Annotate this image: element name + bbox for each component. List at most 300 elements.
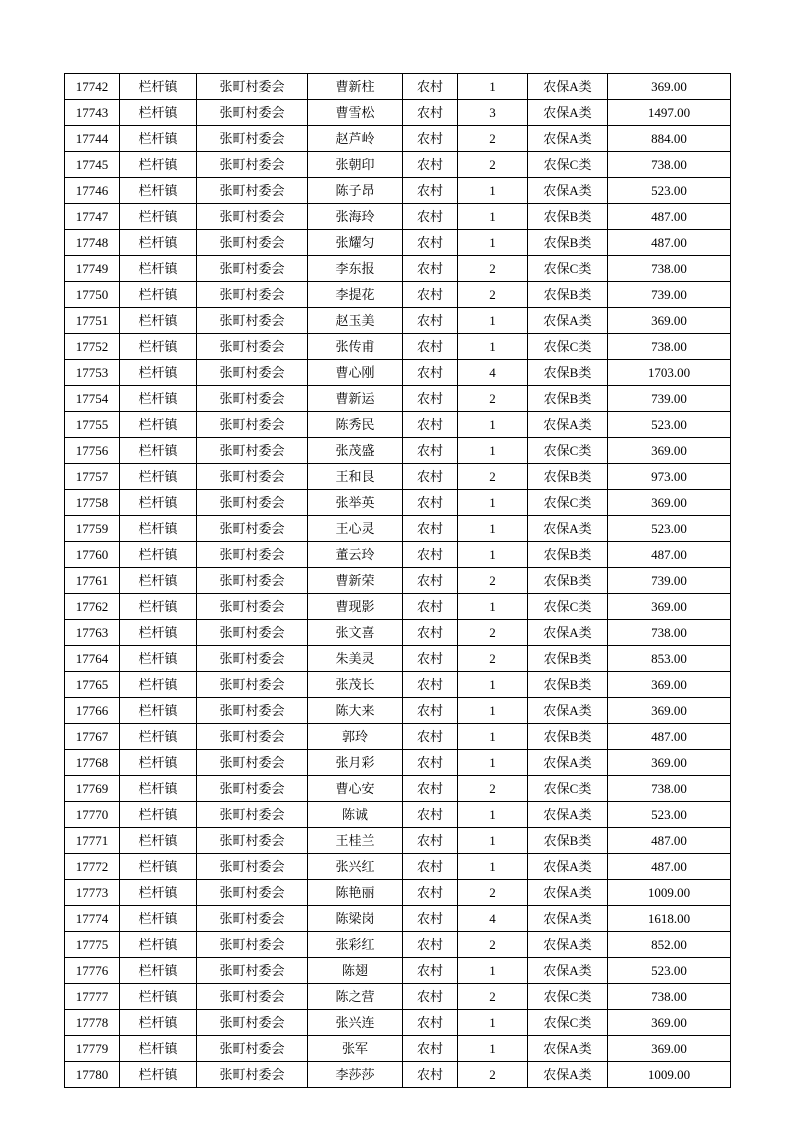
cell-area: 农村: [403, 126, 458, 152]
table-row: [65, 802, 731, 828]
cell-name: 张海玲: [308, 204, 403, 230]
cell-amount: 1703.00: [608, 360, 731, 386]
cell-name: 陈梁岗: [308, 906, 403, 932]
cell-area: 农村: [403, 646, 458, 672]
cell-category: 农保A类: [528, 516, 608, 542]
cell-village: 张町村委会: [197, 1036, 308, 1062]
cell-category: 农保A类: [528, 750, 608, 776]
cell-id: 17774: [65, 906, 120, 932]
cell-amount: 369.00: [608, 750, 731, 776]
cell-name: 张举英: [308, 490, 403, 516]
table-row: [65, 204, 731, 230]
cell-category: 农保A类: [528, 74, 608, 100]
cell-amount: 738.00: [608, 152, 731, 178]
table-row: [65, 776, 731, 802]
cell-count: 2: [458, 646, 528, 672]
table-row: [65, 1062, 731, 1088]
cell-name: 陈大来: [308, 698, 403, 724]
table-row: [65, 594, 731, 620]
cell-category: 农保C类: [528, 776, 608, 802]
table-row: [65, 178, 731, 204]
cell-category: 农保A类: [528, 1062, 608, 1088]
cell-id: 17750: [65, 282, 120, 308]
table-row: [65, 854, 731, 880]
cell-count: 1: [458, 750, 528, 776]
cell-village: 张町村委会: [197, 256, 308, 282]
cell-count: 2: [458, 282, 528, 308]
table-row: [65, 750, 731, 776]
cell-category: 农保B类: [528, 828, 608, 854]
cell-village: 张町村委会: [197, 438, 308, 464]
cell-area: 农村: [403, 880, 458, 906]
cell-town: 栏杆镇: [120, 308, 197, 334]
cell-area: 农村: [403, 802, 458, 828]
cell-area: 农村: [403, 282, 458, 308]
cell-town: 栏杆镇: [120, 568, 197, 594]
cell-count: 2: [458, 932, 528, 958]
cell-amount: 487.00: [608, 230, 731, 256]
cell-name: 郭玲: [308, 724, 403, 750]
cell-amount: 738.00: [608, 776, 731, 802]
table-row: [65, 1010, 731, 1036]
cell-name: 曹心刚: [308, 360, 403, 386]
cell-town: 栏杆镇: [120, 464, 197, 490]
cell-id: 17773: [65, 880, 120, 906]
cell-area: 农村: [403, 178, 458, 204]
cell-town: 栏杆镇: [120, 490, 197, 516]
cell-village: 张町村委会: [197, 74, 308, 100]
cell-category: 农保B类: [528, 204, 608, 230]
cell-category: 农保C类: [528, 438, 608, 464]
cell-amount: 369.00: [608, 1010, 731, 1036]
cell-village: 张町村委会: [197, 984, 308, 1010]
cell-count: 1: [458, 724, 528, 750]
cell-area: 农村: [403, 958, 458, 984]
cell-area: 农村: [403, 932, 458, 958]
cell-amount: 487.00: [608, 204, 731, 230]
table-row: [65, 880, 731, 906]
cell-amount: 523.00: [608, 412, 731, 438]
cell-area: 农村: [403, 152, 458, 178]
cell-count: 1: [458, 672, 528, 698]
cell-category: 农保B类: [528, 568, 608, 594]
table-row: [65, 126, 731, 152]
cell-amount: 369.00: [608, 490, 731, 516]
cell-name: 曹新运: [308, 386, 403, 412]
cell-category: 农保B类: [528, 282, 608, 308]
cell-village: 张町村委会: [197, 854, 308, 880]
cell-town: 栏杆镇: [120, 152, 197, 178]
cell-village: 张町村委会: [197, 282, 308, 308]
cell-id: 17771: [65, 828, 120, 854]
cell-area: 农村: [403, 256, 458, 282]
table-row: [65, 152, 731, 178]
cell-area: 农村: [403, 906, 458, 932]
cell-count: 1: [458, 438, 528, 464]
cell-id: 17757: [65, 464, 120, 490]
cell-area: 农村: [403, 360, 458, 386]
table-body: [65, 74, 731, 1088]
cell-category: 农保C类: [528, 152, 608, 178]
cell-name: 董云玲: [308, 542, 403, 568]
cell-area: 农村: [403, 724, 458, 750]
cell-amount: 1497.00: [608, 100, 731, 126]
cell-area: 农村: [403, 100, 458, 126]
cell-category: 农保C类: [528, 594, 608, 620]
cell-village: 张町村委会: [197, 594, 308, 620]
cell-area: 农村: [403, 490, 458, 516]
cell-name: 曹心安: [308, 776, 403, 802]
cell-id: 17756: [65, 438, 120, 464]
cell-name: 李提花: [308, 282, 403, 308]
cell-amount: 523.00: [608, 802, 731, 828]
cell-village: 张町村委会: [197, 932, 308, 958]
cell-count: 1: [458, 412, 528, 438]
cell-category: 农保A类: [528, 412, 608, 438]
cell-count: 4: [458, 906, 528, 932]
cell-id: 17766: [65, 698, 120, 724]
cell-amount: 1618.00: [608, 906, 731, 932]
cell-area: 农村: [403, 308, 458, 334]
cell-village: 张町村委会: [197, 360, 308, 386]
cell-id: 17749: [65, 256, 120, 282]
cell-town: 栏杆镇: [120, 100, 197, 126]
cell-category: 农保A类: [528, 100, 608, 126]
cell-name: 张茂盛: [308, 438, 403, 464]
cell-name: 陈翅: [308, 958, 403, 984]
cell-area: 农村: [403, 464, 458, 490]
cell-village: 张町村委会: [197, 568, 308, 594]
cell-town: 栏杆镇: [120, 178, 197, 204]
cell-area: 农村: [403, 438, 458, 464]
cell-area: 农村: [403, 984, 458, 1010]
cell-count: 1: [458, 74, 528, 100]
cell-id: 17768: [65, 750, 120, 776]
cell-village: 张町村委会: [197, 750, 308, 776]
cell-category: 农保B类: [528, 230, 608, 256]
cell-village: 张町村委会: [197, 178, 308, 204]
cell-amount: 1009.00: [608, 880, 731, 906]
cell-town: 栏杆镇: [120, 438, 197, 464]
cell-town: 栏杆镇: [120, 620, 197, 646]
cell-amount: 739.00: [608, 282, 731, 308]
cell-category: 农保A类: [528, 1036, 608, 1062]
cell-amount: 523.00: [608, 516, 731, 542]
cell-village: 张町村委会: [197, 542, 308, 568]
cell-area: 农村: [403, 620, 458, 646]
cell-village: 张町村委会: [197, 880, 308, 906]
cell-id: 17752: [65, 334, 120, 360]
cell-id: 17748: [65, 230, 120, 256]
cell-category: 农保A类: [528, 958, 608, 984]
cell-town: 栏杆镇: [120, 880, 197, 906]
cell-village: 张町村委会: [197, 958, 308, 984]
cell-town: 栏杆镇: [120, 386, 197, 412]
cell-id: 17747: [65, 204, 120, 230]
cell-category: 农保C类: [528, 334, 608, 360]
cell-village: 张町村委会: [197, 334, 308, 360]
cell-name: 李莎莎: [308, 1062, 403, 1088]
cell-count: 2: [458, 1062, 528, 1088]
cell-area: 农村: [403, 542, 458, 568]
cell-count: 1: [458, 230, 528, 256]
cell-count: 2: [458, 984, 528, 1010]
cell-village: 张町村委会: [197, 464, 308, 490]
cell-amount: 487.00: [608, 854, 731, 880]
cell-name: 张朝印: [308, 152, 403, 178]
cell-town: 栏杆镇: [120, 334, 197, 360]
cell-category: 农保A类: [528, 178, 608, 204]
cell-count: 2: [458, 620, 528, 646]
table-row: [65, 230, 731, 256]
cell-id: 17753: [65, 360, 120, 386]
cell-count: 1: [458, 178, 528, 204]
cell-count: 1: [458, 308, 528, 334]
cell-amount: 738.00: [608, 620, 731, 646]
table-row: [65, 464, 731, 490]
cell-amount: 369.00: [608, 74, 731, 100]
cell-category: 农保A类: [528, 854, 608, 880]
cell-area: 农村: [403, 1010, 458, 1036]
cell-amount: 487.00: [608, 542, 731, 568]
cell-amount: 738.00: [608, 256, 731, 282]
cell-category: 农保B类: [528, 542, 608, 568]
cell-village: 张町村委会: [197, 1010, 308, 1036]
cell-count: 1: [458, 828, 528, 854]
cell-category: 农保A类: [528, 620, 608, 646]
cell-category: 农保C类: [528, 256, 608, 282]
cell-id: 17755: [65, 412, 120, 438]
cell-name: 陈之营: [308, 984, 403, 1010]
cell-count: 3: [458, 100, 528, 126]
cell-count: 1: [458, 542, 528, 568]
cell-name: 曹新柱: [308, 74, 403, 100]
cell-town: 栏杆镇: [120, 958, 197, 984]
cell-count: 1: [458, 854, 528, 880]
cell-amount: 487.00: [608, 724, 731, 750]
cell-category: 农保C类: [528, 984, 608, 1010]
cell-count: 2: [458, 776, 528, 802]
cell-name: 赵玉美: [308, 308, 403, 334]
cell-village: 张町村委会: [197, 516, 308, 542]
cell-area: 农村: [403, 516, 458, 542]
cell-id: 17743: [65, 100, 120, 126]
cell-category: 农保A类: [528, 880, 608, 906]
cell-amount: 1009.00: [608, 1062, 731, 1088]
table-row: [65, 568, 731, 594]
cell-id: 17744: [65, 126, 120, 152]
cell-area: 农村: [403, 412, 458, 438]
cell-town: 栏杆镇: [120, 230, 197, 256]
cell-area: 农村: [403, 828, 458, 854]
cell-id: 17765: [65, 672, 120, 698]
cell-village: 张町村委会: [197, 152, 308, 178]
cell-area: 农村: [403, 230, 458, 256]
cell-count: 1: [458, 802, 528, 828]
table-row: [65, 620, 731, 646]
cell-category: 农保B类: [528, 360, 608, 386]
cell-category: 农保A类: [528, 308, 608, 334]
cell-name: 张耀匀: [308, 230, 403, 256]
cell-amount: 369.00: [608, 672, 731, 698]
table-row: [65, 932, 731, 958]
cell-area: 农村: [403, 672, 458, 698]
cell-id: 17760: [65, 542, 120, 568]
cell-amount: 738.00: [608, 334, 731, 360]
cell-count: 2: [458, 152, 528, 178]
cell-count: 2: [458, 464, 528, 490]
cell-id: 17762: [65, 594, 120, 620]
table-row: [65, 906, 731, 932]
cell-amount: 853.00: [608, 646, 731, 672]
cell-town: 栏杆镇: [120, 906, 197, 932]
cell-town: 栏杆镇: [120, 932, 197, 958]
cell-id: 17780: [65, 1062, 120, 1088]
cell-id: 17764: [65, 646, 120, 672]
cell-id: 17779: [65, 1036, 120, 1062]
cell-id: 17767: [65, 724, 120, 750]
cell-count: 1: [458, 334, 528, 360]
cell-amount: 369.00: [608, 1036, 731, 1062]
cell-name: 陈子昂: [308, 178, 403, 204]
cell-count: 1: [458, 204, 528, 230]
cell-count: 2: [458, 126, 528, 152]
cell-id: 17778: [65, 1010, 120, 1036]
cell-name: 王桂兰: [308, 828, 403, 854]
cell-village: 张町村委会: [197, 490, 308, 516]
cell-name: 张军: [308, 1036, 403, 1062]
table-row: [65, 308, 731, 334]
cell-village: 张町村委会: [197, 906, 308, 932]
cell-name: 王心灵: [308, 516, 403, 542]
table-row: [65, 256, 731, 282]
cell-village: 张町村委会: [197, 724, 308, 750]
table-row: [65, 386, 731, 412]
cell-category: 农保A类: [528, 126, 608, 152]
cell-village: 张町村委会: [197, 308, 308, 334]
cell-area: 农村: [403, 386, 458, 412]
cell-id: 17763: [65, 620, 120, 646]
cell-town: 栏杆镇: [120, 646, 197, 672]
cell-id: 17745: [65, 152, 120, 178]
table-row: [65, 646, 731, 672]
cell-village: 张町村委会: [197, 230, 308, 256]
benefits-table: [64, 73, 731, 1088]
cell-category: 农保A类: [528, 932, 608, 958]
cell-village: 张町村委会: [197, 828, 308, 854]
table-row: [65, 1036, 731, 1062]
cell-amount: 487.00: [608, 828, 731, 854]
cell-count: 1: [458, 594, 528, 620]
cell-amount: 369.00: [608, 438, 731, 464]
cell-count: 1: [458, 1010, 528, 1036]
cell-count: 1: [458, 490, 528, 516]
table-row: [65, 100, 731, 126]
cell-amount: 739.00: [608, 568, 731, 594]
cell-town: 栏杆镇: [120, 516, 197, 542]
cell-town: 栏杆镇: [120, 256, 197, 282]
cell-category: 农保A类: [528, 906, 608, 932]
cell-village: 张町村委会: [197, 100, 308, 126]
cell-category: 农保A类: [528, 698, 608, 724]
cell-name: 张彩红: [308, 932, 403, 958]
table-row: [65, 984, 731, 1010]
cell-name: 张茂长: [308, 672, 403, 698]
cell-category: 农保C类: [528, 1010, 608, 1036]
cell-area: 农村: [403, 750, 458, 776]
table-row: [65, 438, 731, 464]
cell-town: 栏杆镇: [120, 594, 197, 620]
cell-area: 农村: [403, 74, 458, 100]
cell-area: 农村: [403, 1036, 458, 1062]
cell-id: 17751: [65, 308, 120, 334]
cell-id: 17754: [65, 386, 120, 412]
cell-category: 农保A类: [528, 802, 608, 828]
cell-town: 栏杆镇: [120, 724, 197, 750]
cell-amount: 369.00: [608, 308, 731, 334]
cell-id: 17770: [65, 802, 120, 828]
cell-area: 农村: [403, 594, 458, 620]
cell-town: 栏杆镇: [120, 1010, 197, 1036]
cell-area: 农村: [403, 776, 458, 802]
cell-count: 1: [458, 1036, 528, 1062]
cell-id: 17775: [65, 932, 120, 958]
cell-amount: 523.00: [608, 178, 731, 204]
cell-id: 17761: [65, 568, 120, 594]
cell-town: 栏杆镇: [120, 412, 197, 438]
cell-category: 农保B类: [528, 724, 608, 750]
cell-category: 农保C类: [528, 490, 608, 516]
cell-village: 张町村委会: [197, 802, 308, 828]
cell-name: 王和艮: [308, 464, 403, 490]
cell-count: 2: [458, 256, 528, 282]
cell-name: 朱美灵: [308, 646, 403, 672]
table-row: [65, 282, 731, 308]
cell-area: 农村: [403, 698, 458, 724]
cell-count: 2: [458, 386, 528, 412]
table-row: [65, 74, 731, 100]
table-row: [65, 490, 731, 516]
cell-village: 张町村委会: [197, 672, 308, 698]
cell-town: 栏杆镇: [120, 360, 197, 386]
cell-town: 栏杆镇: [120, 698, 197, 724]
cell-category: 农保B类: [528, 464, 608, 490]
cell-amount: 369.00: [608, 698, 731, 724]
cell-id: 17772: [65, 854, 120, 880]
table-row: [65, 516, 731, 542]
table-row: [65, 334, 731, 360]
cell-name: 张兴连: [308, 1010, 403, 1036]
cell-name: 张文喜: [308, 620, 403, 646]
cell-category: 农保B类: [528, 646, 608, 672]
table-row: [65, 828, 731, 854]
cell-town: 栏杆镇: [120, 776, 197, 802]
cell-name: 张传甫: [308, 334, 403, 360]
cell-id: 17777: [65, 984, 120, 1010]
cell-town: 栏杆镇: [120, 282, 197, 308]
cell-count: 4: [458, 360, 528, 386]
cell-name: 李东报: [308, 256, 403, 282]
cell-id: 17742: [65, 74, 120, 100]
cell-town: 栏杆镇: [120, 126, 197, 152]
cell-town: 栏杆镇: [120, 542, 197, 568]
cell-count: 1: [458, 516, 528, 542]
cell-name: 陈秀民: [308, 412, 403, 438]
cell-name: 陈艳丽: [308, 880, 403, 906]
cell-town: 栏杆镇: [120, 672, 197, 698]
table-row: [65, 672, 731, 698]
cell-id: 17758: [65, 490, 120, 516]
